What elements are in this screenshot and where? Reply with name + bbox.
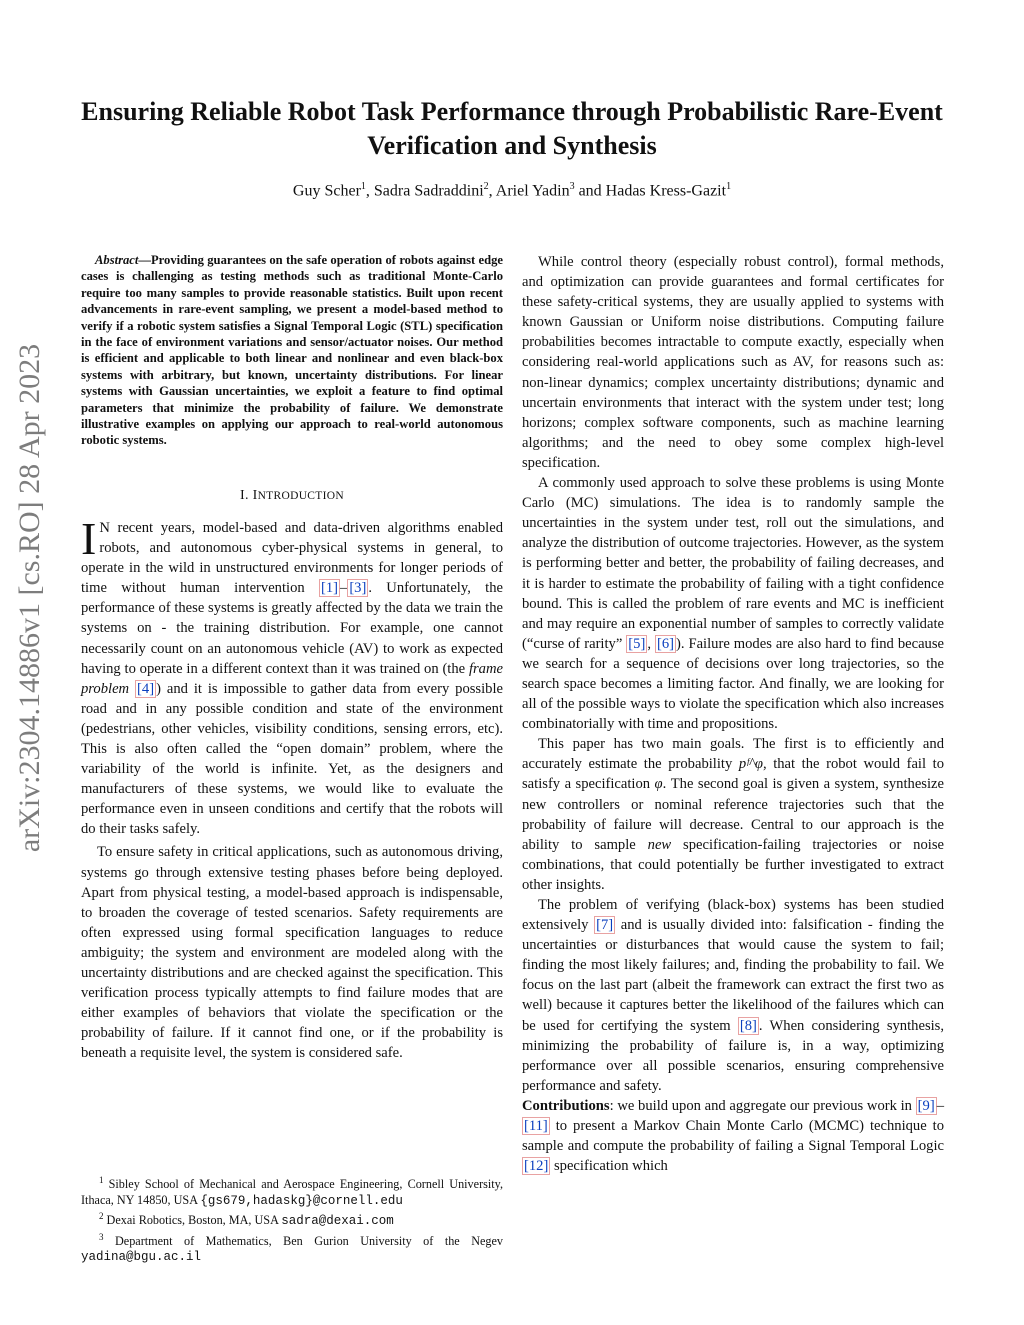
author-affil: 1 [360, 181, 366, 192]
email-address[interactable]: {gs679,hadaskg}@cornell.edu [200, 1193, 403, 1208]
citation-link[interactable]: [9] [917, 1097, 935, 1114]
author-affil: 2 [483, 181, 489, 192]
author-name: Hadas Kress-Gazit [605, 182, 727, 200]
email-address[interactable]: yadina@bgu.ac.il [81, 1250, 202, 1265]
abstract-lead: Abstract [95, 253, 139, 267]
contributions-label: Contributions [522, 1097, 610, 1114]
author-affil: 1 [726, 181, 732, 192]
abstract: Abstract—Providing guarantees on the safe operation of robots against edge cases is challenging as testing methods such as traditional Monte-Carlo require too many samples to provide reasonable statistics. Built upon recent advancements in rare-event sampling, we present a model-based method to verify if a robotic system satisfies a Signal Temporal Logic (STL) specification in the face of environment variations and sensor/actuator noises. Our method is efficient and applicable to both linear and nonlinear and even black-box systems with arbitrary, but known, uncertainty distributions. For linear systems with Gaussian uncertainties, we exploit a feature to find optimal parameters that minimize the probability of failure. We demonstrate illustrative examples on applying our approach to real-world autonomous robotic systems. [81, 253, 503, 448]
right-column [522, 252, 944, 1176]
body-paragraph-1: While control theory (especially robust control), formal methods, and optimization can provide guarantees and formal certificates for these safety-critical systems, they are usually applied to systems with known Gaussian or Uniform noise distributions. Computing failure probabilities becomes intractable to compute exactly, especially when considering real-world applications such as AV, for reasons such as: non-linear dynamics; complex uncertainty distributions; dynamic and uncertain environments that interact with the system under test; long horizons; complex software components, such as machine learning algorithms; and the need to obey some complex high-level specification. [522, 254, 944, 471]
citation-link[interactable]: [8] [739, 1017, 757, 1034]
intro-paragraph-2: To ensure safety in critical applications, such as autonomous driving, systems go through extensive testing phases before being deployed. Apart from physical testing, a model-based approach is indispensable, to broaden the coverage of tested scenarios. Safety requirements are often expressed using formal specification languages to reduce ambiguity; the system and environment are modeled along with the uncertainty distributions and are checked against the specification. This verification process typically attempts to find failure modes that are either examples of behaviors that violate the specification or the probability of failure. If it cannot find one, or if the probability is beneath a requisite level, the system is considered safe. [81, 844, 503, 1062]
arxiv-stamp [0, 0, 60, 1325]
author-name: Ariel Yadin [495, 182, 570, 200]
footnote-2: $^2$ Dexai Robotics, Boston, MA, USA sadra@dexai.com [99, 1211, 394, 1229]
intro-paragraph-1: I N recent years, model-based and data-driven algorithms enabled robots, and autonomous cyber-physical systems in general, to operate in the wild in unstructured environments for longer periods of time without human intervention [1] – [3] . Unfortunately, the performance of these systems is greatly affected by the data we train the systems on - the training distribution. For example, one cannot necessarily count on an autonomous vehicle (AV) to work as expected having to operate in a different context than it was trained on (the frame problem [4] ) and it is impossible to gather data from every possible road and in any possible condition and state of the environment (pedestrians, other vehicles, visibility conditions, sensing errors, etc). This is also often called the “open domain” problem, where the variability of the world is infinite. Yet, as the designers and manufacturers of these systems, we would like to evaluate the performance even in unseen conditions and certify that the robots will do their tasks safely. [81, 512, 503, 838]
math-specification: φ [654, 776, 663, 793]
citation-link[interactable]: [1] [320, 580, 339, 597]
citation-link[interactable]: [7] [596, 917, 614, 934]
arxiv-id: arXiv:2304.14886v1 [cs.RO] 28 Apr 2023 [13, 343, 46, 853]
footnote-1: $^1$ Sibley School of Mechanical and Aerospace Engineering, Cornell University, Ithaca, NY 14850, USA {gs679,hadaskg}@cornell.edu [81, 1175, 503, 1208]
author-name: Sadra Sadraddini [373, 182, 484, 200]
citation-link[interactable]: [11] [524, 1118, 548, 1135]
author-name: Guy Scher [292, 182, 361, 200]
paper-title: Ensuring Reliable Robot Task Performance through Probabilistic Rare-Event Verification and Synthesis [81, 97, 943, 160]
math-failure-probability: pᶠ^φ [738, 756, 763, 773]
citation-link[interactable]: [4] [137, 680, 155, 697]
drop-cap: I [81, 512, 97, 564]
citation-link[interactable]: [3] [349, 580, 367, 597]
body-paragraph-2: A commonly used approach to solve these problems is using Monte Carlo (MC) simulations. The idea is to randomly sample the uncertainties in the system under test, roll out the simulations, and analyze the distribution of outcome trajectories. However, as the system is performing better and better, the probability of failing decreases, and it is harder to estimate the probability of failing with a tight confidence bound. This is called the problem of rare events and MC is inefficient and may require an exponential number of samples to correctly validate (“curse of rarity” [5] , [6] ). Failure modes are also hard to find because we search for a sequence of decisions over long trajectories, so the search space becomes a limiting factor. And finally, we are looking for all of the possible ways to violate the specification which also increases combinatorially with time and propositions. [522, 475, 945, 733]
author-list: Guy Scher$^1$, Sadra Sadraddini$^2$, Ariel Yadin$^3$ and Hadas Kress-Gazit$^1$ [292, 181, 732, 200]
footnote-3: $^3$ Department of Mathematics, Ben Gurion University of the Negev yadina@bgu.ac.il [81, 1231, 503, 1265]
citation-link[interactable]: [12] [524, 1158, 549, 1175]
email-address[interactable]: sadra@dexai.com [281, 1214, 394, 1229]
section-heading-introduction: I. INTRODUCTION [240, 487, 344, 503]
body-paragraph-3: This paper has two main goals. The first is to efficiently and accurately estimate the probability pᶠ^φ, that the robot would fail to satisfy a specification φ. The second goal is given a system, synthesize new controllers or nominal reference trajectories such that the probability of failure will decrease. Central to our approach is the ability to sample new specification-failing trajectories or noise combinations, that could potentially be further investigated to extract other insights. [522, 736, 944, 893]
abstract-text: Providing guarantees on the safe operation of robots against edge cases is challenging as testing methods such as traditional Monte-Carlo require too many samples to provide reasonable statistics. Built upon recent advancements in rare-event sampling, we present a model-based method to verify if a robotic system satisfies a Signal Temporal Logic (STL) specification in the face of environment variations and sensor/actuator noises. Our method is efficient and applicable to both linear and nonlinear and even black-box systems with arbitrary, but known, uncertainty distributions. For linear systems with Gaussian uncertainties, we exploit a feature to find optimal parameters that minimize the probability of failure. We demonstrate illustrative examples on applying our approach to real-world autonomous robotic systems. [81, 253, 503, 448]
left-column [81, 252, 503, 1064]
author-affil: 3 [569, 181, 575, 192]
citation-link[interactable]: [5] [628, 635, 646, 652]
body-paragraph-4: The problem of verifying (black-box) systems has been studied extensively [7] and is usually divided into: falsification - finding the uncertainties or disturbances that would cause the system to fail; finding the most likely failures; and, finding the probability to fail. We focus on the last part (albeit the framework can extract the first two as well) because it captures better the likelihood of the failures which can be used for certifying the system [8] . When considering synthesis, minimizing the probability of failure is, in a way, optimizing performance over all possible scenarios, ensuring comprehensive performance and safety. [522, 897, 944, 1094]
body-paragraph-5: Contributions: we build upon and aggregate our previous work in [9] –[11] to present a Markov Chain Monte Carlo (MCMC) technique to sample and compute the probability of failing a Signal Temporal Logic [12] specification which [522, 1097, 944, 1175]
footnotes [81, 1173, 503, 1266]
citation-link[interactable]: [6] [656, 635, 674, 652]
